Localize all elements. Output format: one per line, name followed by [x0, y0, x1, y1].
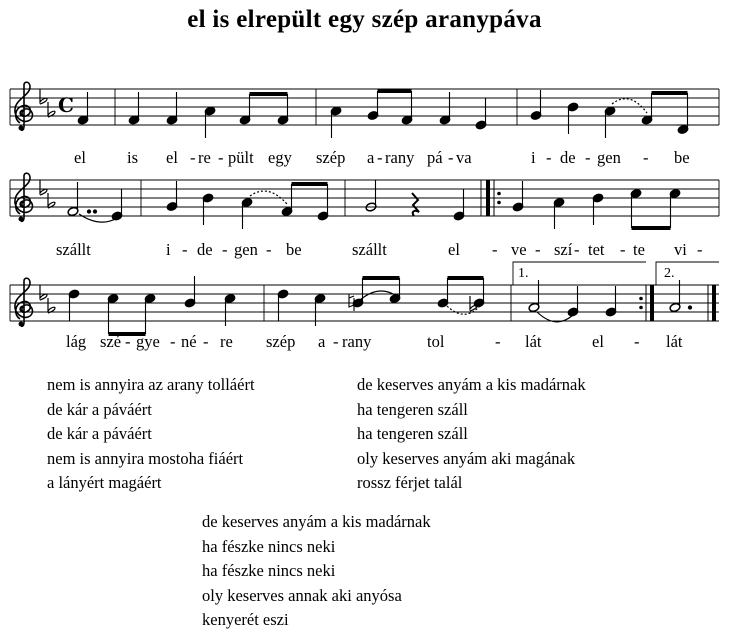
lyric-syllable: el [166, 148, 178, 167]
verse-center [202, 510, 431, 633]
verse-line: kenyerét eszi [202, 610, 289, 629]
lyric-syllable: - [222, 240, 228, 259]
lyric-syllable: gen [597, 148, 621, 167]
lyric-syllable: - [182, 240, 188, 259]
lyric-syllable: szé [100, 332, 122, 351]
system-3 [10, 262, 719, 351]
verse-right [357, 373, 586, 496]
lyric-syllable: tet [588, 240, 605, 259]
lyric-syllable: egy [268, 148, 292, 167]
lyric-syllable: pá [427, 148, 443, 167]
lyric-syllable: ve [511, 240, 527, 259]
lyric-syllable: szállt [352, 240, 387, 259]
lyric-syllable: vi [674, 240, 687, 259]
lyric-syllable: te [633, 240, 645, 259]
verse-line: ha tengeren száll [357, 424, 468, 443]
verse-line: ha fészke nincs neki [202, 561, 336, 580]
verse-line: de keserves anyám a kis madárnak [202, 512, 431, 531]
lyric-syllable: - [634, 332, 640, 351]
lyric-syllable: el [448, 240, 460, 259]
lyrics-line-3 [66, 332, 683, 351]
verse-line: nem is annyira mostoha fiáért [47, 448, 244, 468]
volta-2: 2. [664, 266, 675, 281]
system-2 [10, 173, 719, 259]
dashed-tie [250, 191, 287, 204]
lyric-syllable: be [286, 240, 302, 259]
verse-line: a lányért magáért [47, 473, 162, 492]
lyric-syllable: - [333, 332, 339, 351]
volta-brackets [513, 262, 719, 285]
lyric-syllable: rany [385, 148, 415, 167]
verse-line: ha tengeren száll [357, 399, 468, 419]
lyric-syllable: né [181, 332, 197, 351]
lyrics-line-2 [56, 240, 703, 259]
volta-1: 1. [518, 266, 529, 281]
dashed-slur [447, 306, 479, 314]
dashed-tie [612, 99, 647, 113]
lyric-syllable: - [190, 148, 196, 167]
lyric-syllable: el [74, 148, 86, 167]
lyric-syllable: - [697, 240, 703, 259]
lyric-syllable: - [574, 240, 580, 259]
lyric-syllable: szép [316, 148, 346, 167]
time-signature: C [58, 93, 74, 117]
verse-line: oly keserves annak aki anyósa [202, 585, 402, 605]
lyric-syllable: is [127, 148, 139, 167]
lyric-syllable: de [197, 240, 213, 259]
lyric-syllable: re [220, 332, 233, 351]
treble-clef [15, 278, 33, 326]
lyric-syllable: gen [234, 240, 258, 259]
lyric-syllable: - [203, 332, 209, 351]
slur [79, 214, 117, 222]
system-1 [10, 82, 719, 167]
lyric-syllable: a [367, 148, 375, 167]
lyric-syllable: de [560, 148, 576, 167]
lyric-syllable: - [377, 148, 383, 167]
lyric-syllable: lát [666, 332, 683, 351]
treble-clef [15, 82, 33, 130]
lyric-syllable: re [198, 148, 211, 167]
verse-line: oly keserves anyám aki magának [357, 448, 576, 468]
lyric-syllable: - [448, 148, 454, 167]
lyric-syllable: i [166, 240, 171, 259]
lyric-syllable: - [266, 240, 272, 259]
quarter-rest [412, 193, 419, 216]
lyric-syllable: gye [136, 332, 160, 351]
lyric-syllable: - [492, 240, 498, 259]
slur [537, 312, 573, 322]
lyric-syllable: - [643, 148, 649, 167]
verse-line: ha fészke nincs neki [202, 536, 336, 556]
verse-left [47, 373, 255, 496]
treble-clef [15, 173, 33, 221]
lyric-syllable: - [495, 332, 501, 351]
lyric-syllable: pült [228, 148, 254, 167]
lyric-syllable: el [592, 332, 604, 351]
verse-line: nem is annyira az arany tolláért [47, 375, 255, 394]
lyric-syllable: tol [427, 332, 445, 351]
lyric-syllable: - [585, 148, 591, 167]
verse-line: rossz férjet talál [357, 473, 463, 492]
lyric-syllable: - [218, 148, 224, 167]
lyric-syllable: - [546, 148, 552, 167]
lyric-syllable: - [535, 240, 541, 259]
lyric-syllable: i [531, 148, 536, 167]
lyric-syllable: a [318, 332, 326, 351]
verse-line: de kár a páváért [47, 424, 152, 443]
lyric-syllable: be [674, 148, 690, 167]
verse-line: de kár a páváért [47, 399, 152, 419]
lyric-syllable: rany [342, 332, 372, 351]
verse-line: de keserves anyám a kis madárnak [357, 375, 586, 394]
lyrics-line-1 [74, 148, 690, 167]
lyric-syllable: szí [554, 240, 573, 259]
lyric-syllable: lát [525, 332, 542, 351]
song-title: el is elrepült egy szép aranypáva [187, 6, 542, 33]
lyric-syllable: - [170, 332, 176, 351]
lyric-syllable: va [456, 148, 472, 167]
lyric-syllable: - [620, 240, 626, 259]
lyric-syllable: szállt [56, 240, 91, 259]
lyric-syllable: lág [66, 332, 87, 351]
lyric-syllable: szép [266, 332, 296, 351]
lyric-syllable: - [125, 332, 131, 351]
